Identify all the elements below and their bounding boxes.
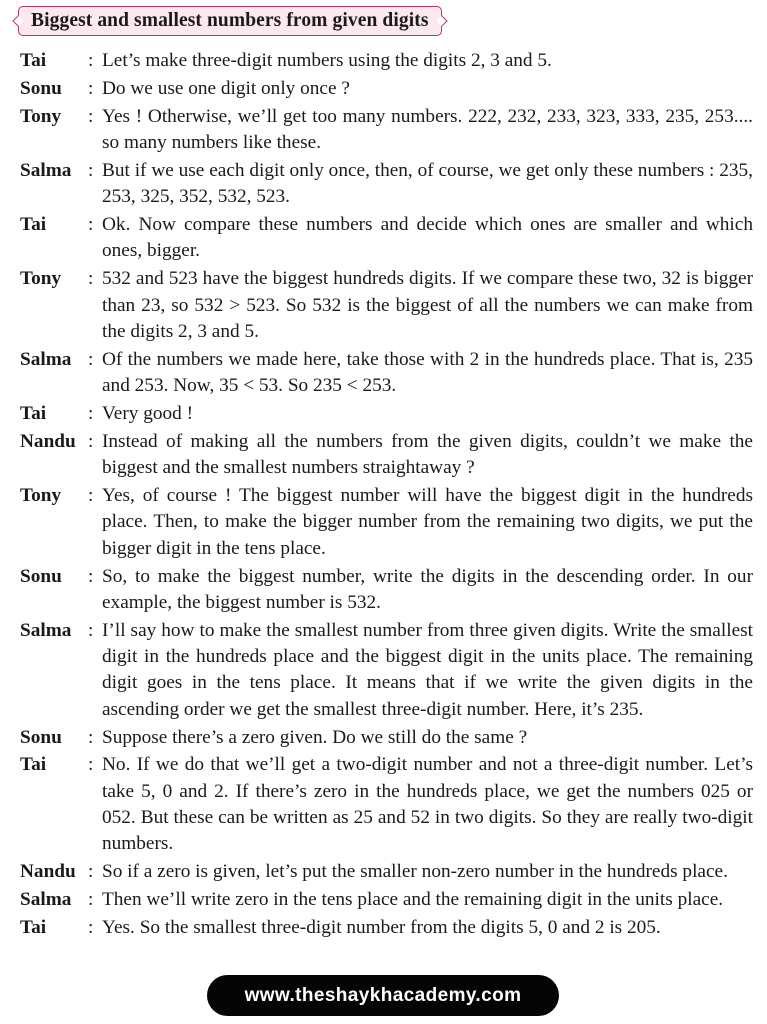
speaker-colon: : xyxy=(88,565,94,587)
dialogue-row xyxy=(20,564,753,617)
dialogue-row xyxy=(20,915,753,941)
dialogue-row xyxy=(20,887,753,913)
dialogue-row xyxy=(20,618,753,723)
website-url: www.theshaykhacademy.com xyxy=(244,984,522,1006)
speaker-colon: : xyxy=(88,159,94,181)
dialogue-text: Let’s make three-digit numbers using the digits 2, 3 and 5. xyxy=(102,50,552,71)
dialogue-row xyxy=(20,752,753,857)
speaker-colon: : xyxy=(88,726,94,748)
dialogue-list xyxy=(20,48,753,943)
dialogue-row xyxy=(20,266,753,345)
dialogue-text: Very good ! xyxy=(102,403,194,425)
speaker-colon: : xyxy=(88,403,94,425)
dialogue-text: Yes, of course ! The biggest number will have the biggest digit in the hundreds place. Then, to make the bigger number from the remaining two digits, we put the bigger digit in the tens place. xyxy=(102,485,753,559)
speaker-colon: : xyxy=(88,50,94,71)
speaker-name: Tai xyxy=(20,403,47,425)
dialogue-text: So if a zero is given, let’s put the smaller non-zero number in the hundreds place. xyxy=(102,861,728,883)
speaker-name: Tony xyxy=(20,105,62,127)
dialogue-text: Yes ! Otherwise, we’ll get too many numbers. 222, 232, 233, 323, 333, 235, 253.... so many numbers like these. xyxy=(102,105,753,154)
speaker-name: Sonu xyxy=(20,77,62,99)
dialogue-row xyxy=(20,725,753,751)
speaker-colon: : xyxy=(88,917,94,938)
speaker-name: Sonu xyxy=(20,726,62,748)
dialogue-text: Yes. So the smallest three-digit number from the digits 5, 0 and 2 is 205. xyxy=(102,917,661,938)
speaker-colon: : xyxy=(88,889,94,911)
speaker-colon: : xyxy=(88,348,94,370)
dialogue-row xyxy=(20,347,753,400)
dialogue-text: Of the numbers we made here, take those with 2 in the hundreds place. That is, 235 and 253. Now, 35 < 53. So 235 < 253. xyxy=(102,348,753,397)
speaker-name: Nandu xyxy=(20,861,76,883)
speaker-name: Tai xyxy=(20,754,47,776)
speaker-name: Salma xyxy=(20,159,72,181)
speaker-name: Tai xyxy=(20,214,47,236)
dialogue-row xyxy=(20,76,753,102)
speaker-name: Salma xyxy=(20,619,72,641)
speaker-colon: : xyxy=(88,619,94,641)
dialogue-row xyxy=(20,104,753,157)
dialogue-text: Ok. Now compare these numbers and decide which ones are smaller and which ones, bigger. xyxy=(102,214,753,262)
speaker-name: Tai xyxy=(20,917,47,938)
dialogue-row xyxy=(20,483,753,562)
dialogue-text: Then we’ll write zero in the tens place and the remaining digit in the units place. xyxy=(102,889,724,911)
dialogue-row xyxy=(20,429,753,482)
speaker-name: Salma xyxy=(20,889,72,911)
dialogue-text: Instead of making all the numbers from the given digits, couldn’t we make the biggest and the smallest numbers straightaway ? xyxy=(102,430,753,479)
dialogue-row xyxy=(20,158,753,211)
dialogue-row xyxy=(20,48,753,74)
dialogue-row xyxy=(20,212,753,265)
speaker-colon: : xyxy=(88,214,94,236)
speaker-colon: : xyxy=(88,77,94,99)
speaker-colon: : xyxy=(88,485,94,507)
speaker-name: Nandu xyxy=(20,430,76,452)
speaker-colon: : xyxy=(88,105,94,127)
speaker-colon: : xyxy=(88,430,94,452)
speaker-colon: : xyxy=(88,861,94,883)
speaker-colon: : xyxy=(88,754,94,776)
speaker-name: Tony xyxy=(20,485,62,507)
speaker-name: Tony xyxy=(20,268,62,290)
dialogue-text: 532 and 523 have the biggest hundreds digits. If we compare these two, 32 is bigger than 23, so 532 > 523. So 532 is the biggest of all the numbers we can make from the digits 2, 3 and 5. xyxy=(102,268,753,342)
dialogue-text: Suppose there’s a zero given. Do we still do the same ? xyxy=(102,726,528,748)
dialogue-text: No. If we do that we’ll get a two-digit number and not a three-digit number. Let’s take 5, 0 and 2. If there’s zero in the hundreds place, we get the numbers 025 or 052. But these can be written as 25 and 52 in two digits. So they are really two-digit numbers. xyxy=(102,754,753,855)
dialogue-row xyxy=(20,859,753,885)
dialogue-text: But if we use each digit only once, then, of course, we get only these numbers : 235, 253, 325, 352, 532, 523. xyxy=(102,159,753,208)
dialogue-text: So, to make the biggest number, write the digits in the descending order. In our example, the biggest number is 532. xyxy=(102,565,753,613)
speaker-name: Tai xyxy=(20,50,47,71)
dialogue-text: I’ll say how to make the smallest number from three given digits. Write the smallest digit in the hundreds place and the biggest digit in the units place. The remaining digit goes in the tens place. It means that if we write the given digits in the ascending order we get the smallest three-digit number. Here, it’s 235. xyxy=(102,619,753,720)
section-title-banner xyxy=(18,6,442,36)
speaker-name: Sonu xyxy=(20,565,62,587)
section-title: Biggest and smallest numbers from given digits xyxy=(31,10,429,31)
website-footer-banner xyxy=(207,975,559,1016)
speaker-name: Salma xyxy=(20,348,72,370)
speaker-colon: : xyxy=(88,268,94,290)
dialogue-text: Do we use one digit only once ? xyxy=(102,77,350,99)
dialogue-row xyxy=(20,401,753,427)
